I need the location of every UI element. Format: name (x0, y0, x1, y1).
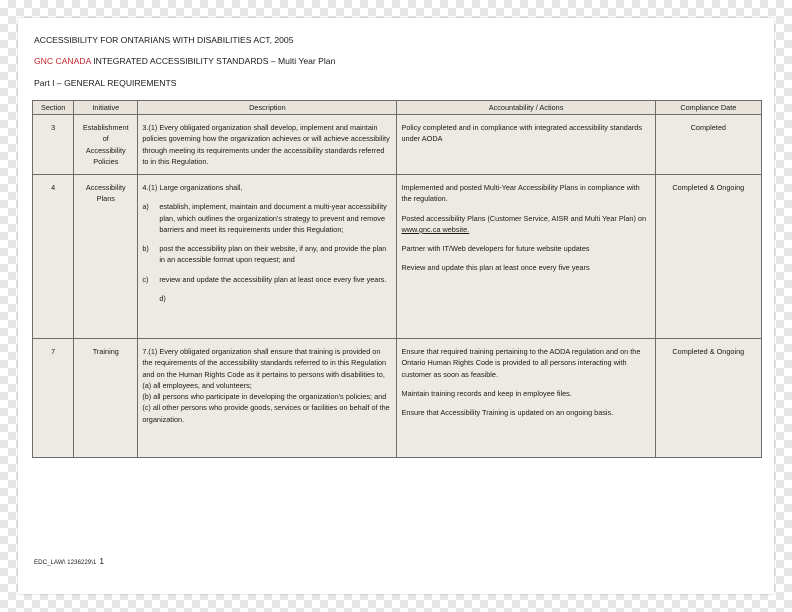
actions-cell (397, 175, 655, 339)
document-page (18, 18, 774, 594)
actions-paragraph: Implemented and posted Multi-Year Accessibility Plans in compliance with the regulation. (401, 183, 640, 204)
initiative-line: Policies (93, 156, 119, 166)
actions-text: Posted accessibility Plans (Customer Service, AISR and Multi Year Plan) on (401, 213, 647, 223)
list-item-text: review and update the accessibility plan at least once every five years. (159, 274, 387, 284)
initiative-name (74, 115, 138, 175)
section-number: 4 (33, 175, 74, 339)
col-header-compliance-date: Compliance Date (655, 101, 761, 115)
document-title: ACCESSIBILITY FOR ONTARIANS WITH DISABILITIES ACT, 2005 (34, 35, 294, 45)
initiative-line: Establishment (82, 123, 129, 132)
initiative-line: Accessibility (85, 183, 126, 192)
page-footer (34, 556, 104, 566)
description-text: (c) all other persons who provide goods, services or facilities on behalf of the organization. (142, 403, 390, 424)
list-item-text: establish, implement, maintain and document a multi-year accessibility plan, which outlines the organization's strategy to prevent and remove barriers and meet its requirements under this Regulation; (159, 202, 387, 234)
description-text: 7.(1) Every obligated organization shall ensure that training is provided on the requirements of the accessibility standards referred to in this Regulation and on the Human Rights Code as it pertains to persons with disabilities to, (142, 347, 387, 379)
section-number: 7 (33, 339, 74, 458)
document-id: EDC_LAW\ 1236229\1 (34, 559, 97, 566)
initiative-line: of (102, 134, 109, 144)
compliance-date: Completed & Ongoing (655, 339, 761, 458)
initiative-line: Training (92, 347, 119, 356)
initiative-name (74, 339, 138, 458)
actions-paragraph: Review and update this plan at least once every five years (401, 263, 590, 273)
list-item-text: post the accessibility plan on their website, if any, and provide the plan in an accessible format upon request; and (159, 244, 387, 265)
page-number: 1 (99, 556, 105, 566)
actions-cell (397, 115, 655, 175)
table-header-row (33, 101, 762, 115)
brand-name: GNC CANADA (34, 56, 91, 66)
list-marker-trailing: d) (159, 294, 166, 304)
document-subtitle (34, 56, 335, 66)
list-item (142, 201, 392, 235)
description-text: (a) all employees, and volunteers; (142, 380, 252, 390)
table-row (33, 115, 762, 175)
initiative-line: Accessibility (85, 145, 126, 155)
actions-paragraph: Maintain training records and keep in employee files. (401, 388, 572, 398)
website-link[interactable]: www.gnc.ca website. (401, 224, 470, 234)
actions-paragraph: Ensure that required training pertaining to the AODA regulation and on the Ontario Human Rights Code is provided to all persons interacting with customer as soon as feasible. (401, 347, 641, 379)
plan-title: INTEGRATED ACCESSIBILITY STANDARDS – Multi Year Plan (93, 56, 336, 66)
list-item (142, 274, 392, 285)
description-intro: 4.(1) Large organizations shall, (142, 183, 243, 192)
list-marker: c) (142, 274, 149, 284)
list-marker: a) (142, 202, 149, 212)
col-header-description: Description (138, 101, 397, 115)
section-number: 3 (33, 115, 74, 175)
requirements-table (32, 100, 762, 458)
compliance-date: Completed (655, 115, 761, 175)
description-text: 3.(1) Every obligated organization shall develop, implement and maintain policies governing how the organization achieves or will achieve accessibility through meeting its requirements under the accessibility standards referred to in this Regulation. (142, 123, 390, 166)
description-text: (b) all persons who participate in developing the organization's policies; and (142, 392, 387, 402)
actions-paragraph: Ensure that Accessibility Training is updated on an ongoing basis. (401, 408, 614, 418)
description-cell (138, 339, 397, 458)
col-header-initiative: Initiative (74, 101, 138, 115)
list-marker: b) (142, 244, 149, 254)
col-header-section: Section (33, 101, 74, 115)
col-header-accountability: Accountability / Actions (397, 101, 655, 115)
table-row (33, 175, 762, 339)
description-cell (138, 115, 397, 175)
part-heading: Part I – GENERAL REQUIREMENTS (34, 78, 177, 88)
actions-cell (397, 339, 655, 458)
initiative-name (74, 175, 138, 339)
actions-text: Policy completed and in compliance with integrated accessibility standards under AODA (401, 123, 643, 144)
actions-paragraph (401, 213, 650, 236)
table-row (33, 339, 762, 458)
description-cell (138, 175, 397, 339)
actions-paragraph: Partner with IT/Web developers for future website updates (401, 244, 590, 254)
compliance-date: Completed & Ongoing (655, 175, 761, 339)
initiative-line: Plans (96, 194, 115, 204)
list-item (142, 243, 392, 266)
